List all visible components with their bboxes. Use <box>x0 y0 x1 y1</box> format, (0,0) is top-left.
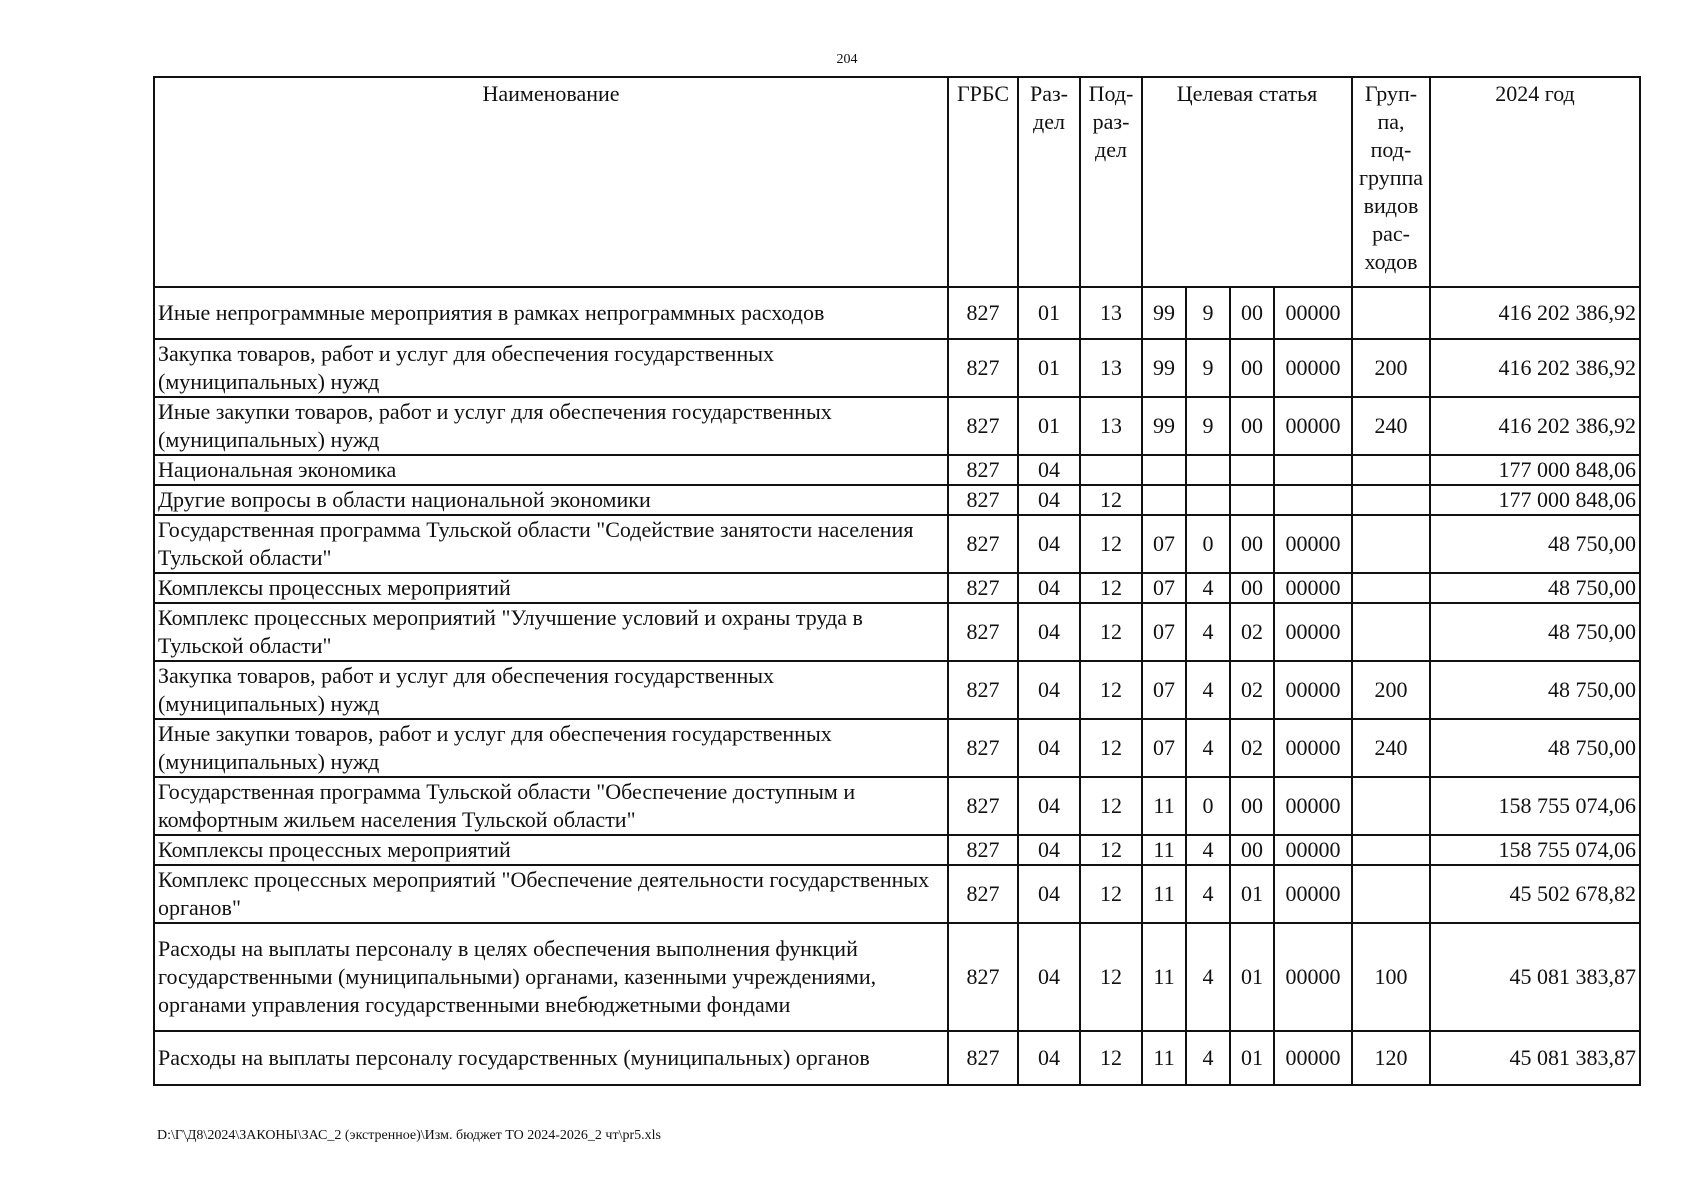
row-expense-group <box>1352 485 1430 515</box>
row-target-subprogram: 01 <box>1230 923 1274 1031</box>
file-path: D:\Г\Д8\2024\ЗАКОНЫ\ЗАС_2 (экстренное)\Изм. бюджет ТО 2024-2026_2 чт\pr5.xls <box>157 1128 661 1143</box>
row-razdel: 04 <box>1018 923 1080 1031</box>
row-grbs: 827 <box>948 835 1018 865</box>
row-podrazdel: 12 <box>1080 777 1142 835</box>
row-amount: 158 755 074,06 <box>1430 835 1640 865</box>
row-target-subprogram: 02 <box>1230 661 1274 719</box>
row-expense-group <box>1352 287 1430 339</box>
row-target-direction: 00000 <box>1274 339 1352 397</box>
header-row <box>154 77 1640 287</box>
row-razdel: 04 <box>1018 719 1080 777</box>
row-target-program: 11 <box>1142 835 1186 865</box>
row-target-direction: 00000 <box>1274 397 1352 455</box>
row-amount: 48 750,00 <box>1430 603 1640 661</box>
row-name: Расходы на выплаты персоналу государственных (муниципальных) органов <box>154 1031 948 1085</box>
row-razdel: 04 <box>1018 835 1080 865</box>
table-row <box>154 835 1640 865</box>
header-grbs: ГРБС <box>948 77 1018 287</box>
row-name: Закупка товаров, работ и услуг для обеспечения государственных (муниципальных) нужд <box>154 339 948 397</box>
row-target-program: 07 <box>1142 719 1186 777</box>
row-amount: 45 081 383,87 <box>1430 1031 1640 1085</box>
row-target-program: 99 <box>1142 397 1186 455</box>
row-target-subprogram: 01 <box>1230 1031 1274 1085</box>
table-row <box>154 603 1640 661</box>
row-target-subprogram: 00 <box>1230 339 1274 397</box>
row-razdel: 04 <box>1018 661 1080 719</box>
row-razdel: 04 <box>1018 455 1080 485</box>
row-target-type: 4 <box>1186 923 1230 1031</box>
row-expense-group <box>1352 455 1430 485</box>
row-name: Иные закупки товаров, работ и услуг для обеспечения государственных (муниципальных) нужд <box>154 719 948 777</box>
row-amount: 48 750,00 <box>1430 515 1640 573</box>
row-amount: 416 202 386,92 <box>1430 287 1640 339</box>
row-expense-group <box>1352 573 1430 603</box>
row-target-program: 11 <box>1142 865 1186 923</box>
row-podrazdel: 12 <box>1080 923 1142 1031</box>
row-target-type: 4 <box>1186 719 1230 777</box>
row-name: Комплексы процессных мероприятий <box>154 573 948 603</box>
row-target-type <box>1186 485 1230 515</box>
row-podrazdel: 12 <box>1080 865 1142 923</box>
row-expense-group <box>1352 777 1430 835</box>
row-target-subprogram <box>1230 485 1274 515</box>
row-razdel: 04 <box>1018 1031 1080 1085</box>
header-razdel: Раз-дел <box>1018 77 1080 287</box>
row-name: Государственная программа Тульской области "Содействие занятости населения Тульской области" <box>154 515 948 573</box>
row-podrazdel: 12 <box>1080 603 1142 661</box>
table-row <box>154 287 1640 339</box>
header-year: 2024 год <box>1430 77 1640 287</box>
row-target-program: 11 <box>1142 923 1186 1031</box>
table-row <box>154 397 1640 455</box>
row-target-program <box>1142 455 1186 485</box>
row-expense-group: 200 <box>1352 661 1430 719</box>
row-target-subprogram: 02 <box>1230 719 1274 777</box>
row-target-subprogram: 02 <box>1230 603 1274 661</box>
row-amount: 45 502 678,82 <box>1430 865 1640 923</box>
header-expense-group: Груп-па, под-группа видов рас-ходов <box>1352 77 1430 287</box>
row-name: Комплекс процессных мероприятий "Обеспечение деятельности государственных органов" <box>154 865 948 923</box>
row-amount: 177 000 848,06 <box>1430 455 1640 485</box>
row-target-direction: 00000 <box>1274 287 1352 339</box>
row-expense-group: 240 <box>1352 719 1430 777</box>
row-target-direction: 00000 <box>1274 603 1352 661</box>
row-target-direction: 00000 <box>1274 777 1352 835</box>
row-target-direction: 00000 <box>1274 719 1352 777</box>
header-target-article: Целевая статья <box>1142 77 1352 287</box>
row-amount: 158 755 074,06 <box>1430 777 1640 835</box>
row-razdel: 04 <box>1018 515 1080 573</box>
row-target-type: 0 <box>1186 777 1230 835</box>
row-amount: 48 750,00 <box>1430 719 1640 777</box>
row-podrazdel: 12 <box>1080 719 1142 777</box>
row-expense-group: 120 <box>1352 1031 1430 1085</box>
row-razdel: 04 <box>1018 603 1080 661</box>
row-podrazdel: 13 <box>1080 397 1142 455</box>
row-podrazdel: 12 <box>1080 835 1142 865</box>
row-podrazdel: 13 <box>1080 287 1142 339</box>
row-target-subprogram: 01 <box>1230 865 1274 923</box>
row-target-direction: 00000 <box>1274 661 1352 719</box>
page-number: 204 <box>836 52 858 67</box>
row-target-subprogram: 00 <box>1230 777 1274 835</box>
row-target-subprogram: 00 <box>1230 515 1274 573</box>
row-expense-group <box>1352 515 1430 573</box>
row-target-type: 9 <box>1186 287 1230 339</box>
row-podrazdel: 12 <box>1080 485 1142 515</box>
row-razdel: 04 <box>1018 573 1080 603</box>
row-name: Закупка товаров, работ и услуг для обеспечения государственных (муниципальных) нужд <box>154 661 948 719</box>
row-name: Комплексы процессных мероприятий <box>154 835 948 865</box>
row-target-direction <box>1274 455 1352 485</box>
row-target-program: 11 <box>1142 777 1186 835</box>
row-target-type: 9 <box>1186 339 1230 397</box>
row-target-type: 4 <box>1186 661 1230 719</box>
row-target-type: 4 <box>1186 865 1230 923</box>
row-grbs: 827 <box>948 287 1018 339</box>
row-grbs: 827 <box>948 923 1018 1031</box>
row-amount: 48 750,00 <box>1430 573 1640 603</box>
table-row <box>154 719 1640 777</box>
row-target-program: 07 <box>1142 515 1186 573</box>
table-row <box>154 777 1640 835</box>
row-name: Другие вопросы в области национальной экономики <box>154 485 948 515</box>
row-podrazdel: 12 <box>1080 515 1142 573</box>
row-podrazdel: 12 <box>1080 1031 1142 1085</box>
table-row <box>154 1031 1640 1085</box>
row-grbs: 827 <box>948 485 1018 515</box>
row-target-program: 07 <box>1142 573 1186 603</box>
row-target-type <box>1186 455 1230 485</box>
row-name: Государственная программа Тульской области "Обеспечение доступным и комфортным жильем населения Тульской области" <box>154 777 948 835</box>
row-podrazdel: 13 <box>1080 339 1142 397</box>
row-target-direction: 00000 <box>1274 923 1352 1031</box>
row-amount: 416 202 386,92 <box>1430 397 1640 455</box>
row-amount: 48 750,00 <box>1430 661 1640 719</box>
budget-table <box>153 76 1641 1086</box>
row-podrazdel: 12 <box>1080 661 1142 719</box>
row-expense-group: 100 <box>1352 923 1430 1031</box>
row-target-subprogram: 00 <box>1230 397 1274 455</box>
row-target-program: 07 <box>1142 661 1186 719</box>
row-target-type: 4 <box>1186 573 1230 603</box>
row-target-subprogram: 00 <box>1230 573 1274 603</box>
row-grbs: 827 <box>948 603 1018 661</box>
row-expense-group: 240 <box>1352 397 1430 455</box>
row-grbs: 827 <box>948 865 1018 923</box>
row-razdel: 01 <box>1018 339 1080 397</box>
table-row <box>154 515 1640 573</box>
row-target-direction: 00000 <box>1274 573 1352 603</box>
row-grbs: 827 <box>948 661 1018 719</box>
row-expense-group <box>1352 865 1430 923</box>
row-grbs: 827 <box>948 719 1018 777</box>
row-grbs: 827 <box>948 397 1018 455</box>
row-razdel: 01 <box>1018 397 1080 455</box>
row-razdel: 01 <box>1018 287 1080 339</box>
row-target-type: 4 <box>1186 835 1230 865</box>
row-target-type: 0 <box>1186 515 1230 573</box>
row-target-program: 99 <box>1142 287 1186 339</box>
table-row <box>154 573 1640 603</box>
row-amount: 416 202 386,92 <box>1430 339 1640 397</box>
row-grbs: 827 <box>948 573 1018 603</box>
row-target-direction: 00000 <box>1274 515 1352 573</box>
table-row <box>154 923 1640 1031</box>
row-target-subprogram: 00 <box>1230 835 1274 865</box>
row-target-program: 99 <box>1142 339 1186 397</box>
row-amount: 177 000 848,06 <box>1430 485 1640 515</box>
row-name: Расходы на выплаты персоналу в целях обеспечения выполнения функций государственными (муниципальными) органами, казенными учреждениями, органами управления государственными внебюджетными фондами <box>154 923 948 1031</box>
row-grbs: 827 <box>948 1031 1018 1085</box>
row-grbs: 827 <box>948 515 1018 573</box>
row-expense-group: 200 <box>1352 339 1430 397</box>
row-name: Комплекс процессных мероприятий "Улучшение условий и охраны труда в Тульской области" <box>154 603 948 661</box>
table-row <box>154 865 1640 923</box>
header-name: Наименование <box>154 77 948 287</box>
header-podrazdel: Под-раз-дел <box>1080 77 1142 287</box>
row-name: Иные закупки товаров, работ и услуг для обеспечения государственных (муниципальных) нужд <box>154 397 948 455</box>
row-target-direction: 00000 <box>1274 1031 1352 1085</box>
row-target-direction: 00000 <box>1274 835 1352 865</box>
table-row <box>154 339 1640 397</box>
row-target-subprogram: 00 <box>1230 287 1274 339</box>
row-grbs: 827 <box>948 777 1018 835</box>
row-podrazdel <box>1080 455 1142 485</box>
table-row <box>154 455 1640 485</box>
row-target-direction: 00000 <box>1274 865 1352 923</box>
row-podrazdel: 12 <box>1080 573 1142 603</box>
row-target-program: 07 <box>1142 603 1186 661</box>
row-expense-group <box>1352 835 1430 865</box>
row-target-type: 9 <box>1186 397 1230 455</box>
row-target-type: 4 <box>1186 603 1230 661</box>
row-razdel: 04 <box>1018 865 1080 923</box>
row-target-program: 11 <box>1142 1031 1186 1085</box>
row-amount: 45 081 383,87 <box>1430 923 1640 1031</box>
row-razdel: 04 <box>1018 485 1080 515</box>
row-expense-group <box>1352 603 1430 661</box>
row-target-direction <box>1274 485 1352 515</box>
table-row <box>154 661 1640 719</box>
row-name: Национальная экономика <box>154 455 948 485</box>
row-target-program <box>1142 485 1186 515</box>
row-grbs: 827 <box>948 455 1018 485</box>
row-name: Иные непрограммные мероприятия в рамках непрограммных расходов <box>154 287 948 339</box>
row-razdel: 04 <box>1018 777 1080 835</box>
row-grbs: 827 <box>948 339 1018 397</box>
table-row <box>154 485 1640 515</box>
row-target-type: 4 <box>1186 1031 1230 1085</box>
row-target-subprogram <box>1230 455 1274 485</box>
